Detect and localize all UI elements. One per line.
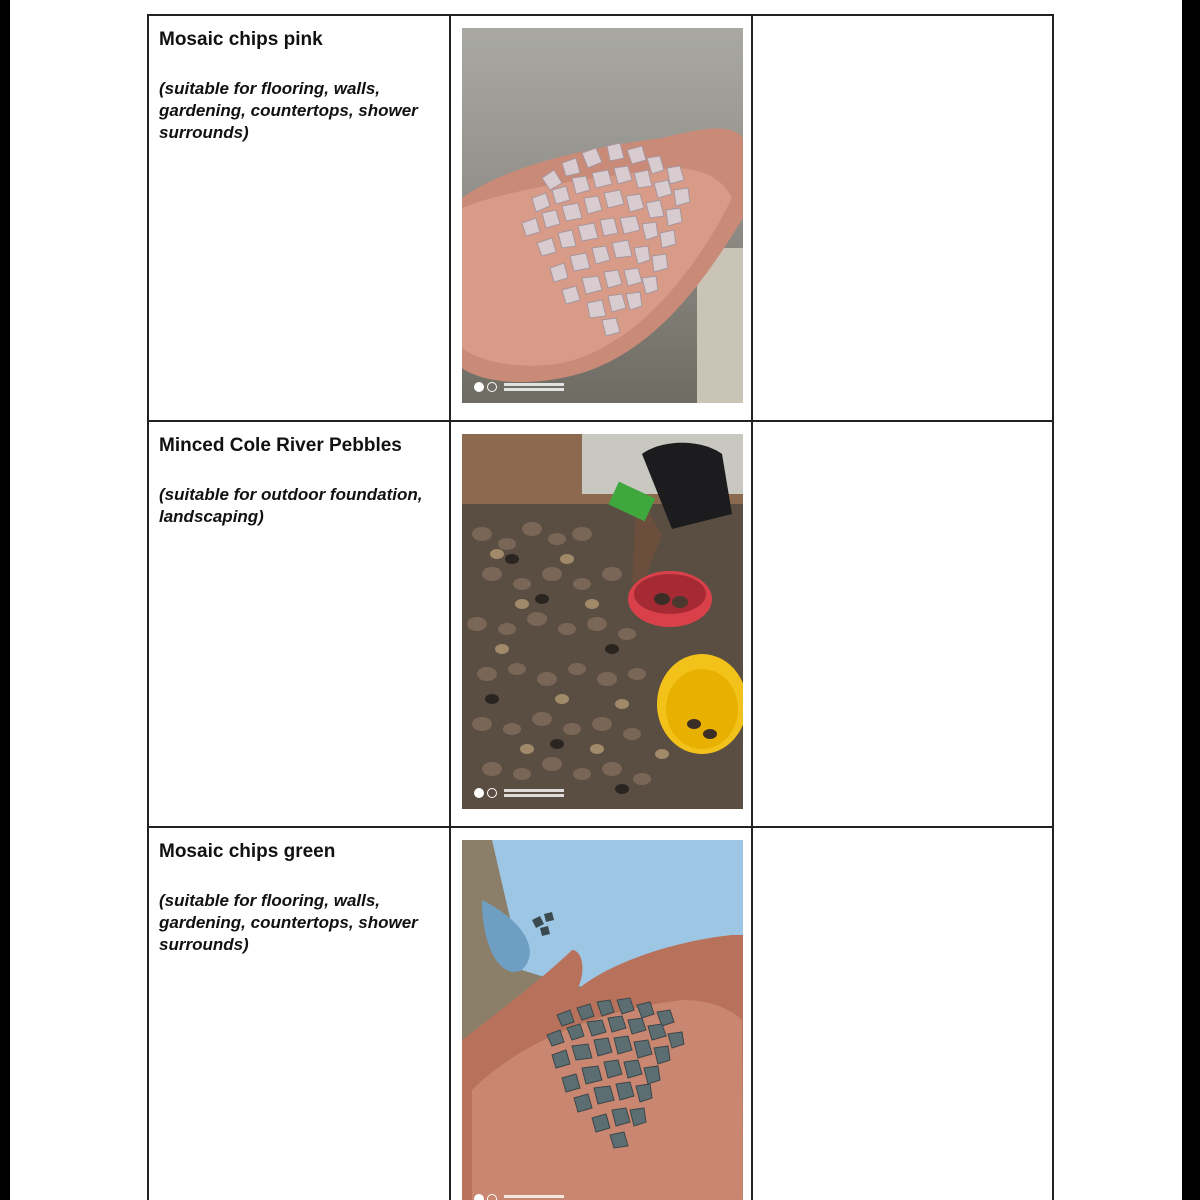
product-text-cell (149, 16, 451, 420)
document-page (10, 0, 1182, 1200)
product-text-cell (149, 828, 451, 1200)
camera-watermark (474, 1193, 564, 1200)
product-photo-cell (451, 16, 753, 420)
product-photo (462, 28, 743, 403)
empty-cell (753, 828, 1052, 1200)
product-table (147, 14, 1054, 1200)
product-photo-cell (451, 422, 753, 826)
product-description: (suitable for flooring, walls, gardening, countertops, shower surrounds) (159, 79, 418, 142)
product-photo (462, 434, 743, 809)
camera-watermark (474, 787, 564, 799)
table-row (149, 828, 1052, 1200)
product-photo-cell (451, 828, 753, 1200)
product-text-cell (149, 422, 451, 826)
table-row (149, 422, 1052, 828)
empty-cell (753, 16, 1052, 420)
product-title: Mosaic chips green (159, 841, 336, 862)
product-photo (462, 840, 743, 1200)
product-title: Minced Cole River Pebbles (159, 435, 402, 456)
table-row (149, 16, 1052, 422)
empty-cell (753, 422, 1052, 826)
camera-watermark (474, 381, 564, 393)
product-description: (suitable for outdoor foundation, landscaping) (159, 485, 423, 526)
product-title: Mosaic chips pink (159, 29, 323, 50)
product-description: (suitable for flooring, walls, gardening, countertops, shower surrounds) (159, 891, 418, 954)
